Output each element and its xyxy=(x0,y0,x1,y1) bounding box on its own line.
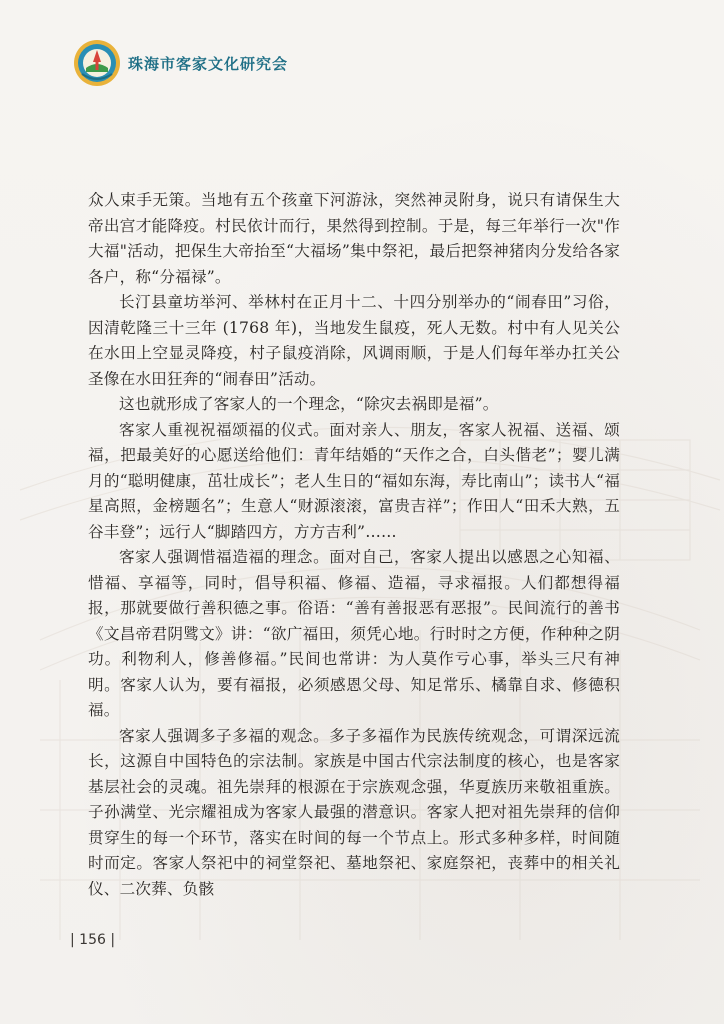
paragraph: 客家人强调惜福造福的理念。面对自己，客家人提出以感恩之心知福、惜福、享福等，同时，倡导积福、修福、造福，寻求福报。人们都想得福报，那就要做行善积德之事。俗语：“善有善报恶有恶报”。民间流行的善书《文昌帝君阴骘文》讲：“欲广福田，须凭心地。行时时之方便，作种种之阴功。利物利人，修善修福。”民间也常讲：为人莫作亏心事，举头三尺有神明。客家人认为，要有福报，必须感恩父母、知足常乐、橘靠自求、修德积福。 xyxy=(88,548,620,719)
page-number: | 156 | xyxy=(70,932,116,948)
page-header xyxy=(72,36,288,90)
paragraph: 这也就形成了客家人的一个理念，“除灾去祸即是福”。 xyxy=(119,395,499,413)
society-emblem-icon xyxy=(72,38,122,88)
paragraph: 客家人重视祝福颂福的仪式。面对亲人、朋友，客家人祝福、送福、颂福，把最美好的心愿送给他们：青年结婚的“天作之合，白头偕老”；婴儿满月的“聪明健康，茁壮成长”；老人生日的“福如东海，寿比南山”；读书人“福星高照，金榜题名”；生意人“财源滚滚，富贵吉祥”；作田人“田禾大熟，五谷丰登”；远行人“脚踏四方，方方吉利”…… xyxy=(88,420,620,541)
body-text xyxy=(88,188,620,902)
org-name: 珠海市客家文化研究会 xyxy=(128,54,289,73)
paragraph: 客家人强调多子多福的观念。多子多福作为民族传统观念，可谓深远流长，这源自中国特色的宗法制。家族是中国古代宗法制度的核心，也是客家基层社会的灵魂。祖先崇拜的根源在于宗族观念强，华夏族历来敬祖重族。子孙满堂、光宗耀祖成为客家人最强的潜意识。客家人把对祖先崇拜的信仰贯穿生的每一个环节，落实在时间的每一个节点上。形式多种多样，时间随时而定。客家人祭祀中的祠堂祭祀、墓地祭祀、家庭祭祀，丧葬中的相关礼仪、二次葬、负骸 xyxy=(88,726,620,898)
paragraph: 长汀县童坊举河、举林村在正月十二、十四分别举办的“闹春田”习俗，因清乾隆三十三年 (1768 年)，当地发生鼠疫，死人无数。村中有人见关公在水田上空显灵降疫，村子鼠疫消除，风调雨顺，于是人们每年举办扛关公圣像在水田狂奔的“闹春田”活动。 xyxy=(88,293,620,388)
paragraph: 众人束手无策。当地有五个孩童下河游泳，突然神灵附身，说只有请保生大帝出宫才能降疫。村民依计而行，果然得到控制。于是，每三年举行一次"作大福"活动，把保生大帝抬至“大福场”集中祭祀，最后把祭神猪肉分发给各家各户，称“分福禄”。 xyxy=(88,191,620,286)
